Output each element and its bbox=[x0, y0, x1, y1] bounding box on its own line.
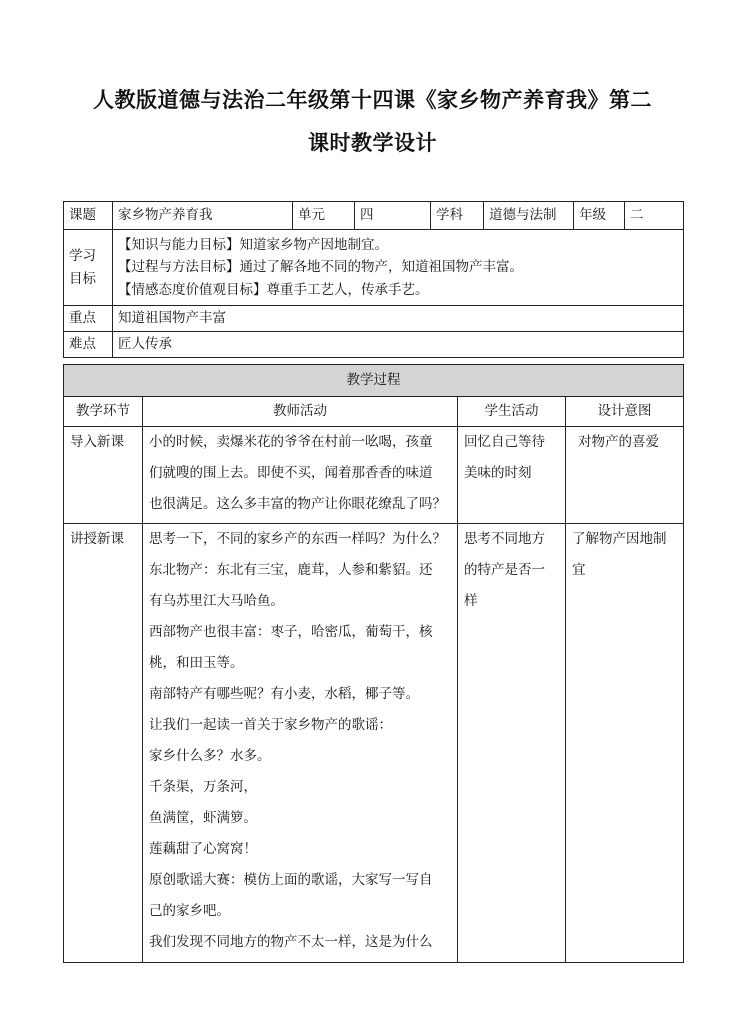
teacher-line: 小的时候，卖爆米花的爷爷在村前一吆喝，孩童 bbox=[149, 434, 433, 450]
table-row bbox=[64, 427, 684, 524]
goals-label-line-1: 学习 bbox=[69, 248, 96, 264]
subject-value: 道德与法制 bbox=[484, 202, 574, 230]
grade-value: 二 bbox=[625, 202, 684, 230]
goals-content bbox=[113, 230, 684, 306]
key-value: 知道祖国物产丰富 bbox=[113, 306, 684, 332]
student-line: 的特产是否一 bbox=[464, 562, 545, 578]
teacher-line: 让我们一起读一首关于家乡物产的歌谣： bbox=[149, 717, 392, 733]
teacher-line: 也很满足。这么多丰富的物产让你眼花缭乱了吗？ bbox=[149, 496, 446, 512]
student-cell bbox=[458, 427, 566, 524]
student-line: 思考不同地方 bbox=[464, 531, 545, 547]
table-row bbox=[64, 524, 684, 963]
student-line: 回忆自己等待 bbox=[464, 434, 545, 450]
difficulty-row bbox=[64, 332, 684, 358]
teacher-line: 西部物产也很丰富：枣子，哈密瓜，葡萄干，核 bbox=[149, 624, 433, 640]
header-teacher: 教师活动 bbox=[143, 397, 458, 427]
header-row bbox=[64, 397, 684, 427]
teacher-line: 桃，和田玉等。 bbox=[149, 655, 244, 671]
topic-label: 课题 bbox=[64, 202, 113, 230]
section-title-row bbox=[64, 365, 684, 397]
student-cell bbox=[458, 524, 566, 963]
teacher-line: 南部特产有哪些呢？有小麦，水稻，椰子等。 bbox=[149, 686, 419, 702]
key-row bbox=[64, 306, 684, 332]
goal-item: 【情感态度价值观目标】尊重手工艺人，传承手艺。 bbox=[118, 281, 429, 298]
teacher-cell bbox=[143, 427, 458, 524]
teacher-line: 有乌苏里江大马哈鱼。 bbox=[149, 593, 284, 609]
intent-line: 了解物产因地制 bbox=[572, 531, 667, 547]
intent-line: 宜 bbox=[572, 562, 586, 578]
teacher-line: 鱼满筐，虾满箩。 bbox=[149, 810, 257, 826]
difficulty-value: 匠人传承 bbox=[113, 332, 684, 358]
grade-label: 年级 bbox=[574, 202, 625, 230]
intent-cell bbox=[566, 427, 684, 524]
section-title: 教学过程 bbox=[64, 365, 684, 397]
key-label: 重点 bbox=[64, 306, 113, 332]
header-student: 学生活动 bbox=[458, 397, 566, 427]
lesson-info-table bbox=[63, 201, 684, 358]
topic-value: 家乡物产养育我 bbox=[113, 202, 293, 230]
goal-item: 【过程与方法目标】通过了解各地不同的物产，知道祖国物产丰富。 bbox=[118, 259, 523, 276]
teacher-line: 千条渠，万条河， bbox=[149, 779, 257, 795]
goal-item: 【知识与能力目标】知道家乡物产因地制宜。 bbox=[118, 236, 388, 253]
teacher-line: 东北物产：东北有三宝，鹿茸，人参和紫貂。还 bbox=[149, 562, 433, 578]
student-line: 美味的时刻 bbox=[464, 465, 532, 481]
header-stage: 教学环节 bbox=[64, 397, 143, 427]
goals-row bbox=[64, 230, 684, 306]
teacher-line: 思考一下，不同的家乡产的东西一样吗？为什么？ bbox=[149, 531, 446, 547]
teaching-process-table bbox=[63, 364, 684, 963]
difficulty-label: 难点 bbox=[64, 332, 113, 358]
teacher-cell bbox=[143, 524, 458, 963]
subject-label: 学科 bbox=[431, 202, 484, 230]
teacher-line: 我们发现不同地方的物产不太一样，这是为什么 bbox=[149, 934, 433, 950]
unit-value: 四 bbox=[355, 202, 431, 230]
unit-label: 单元 bbox=[293, 202, 355, 230]
goals-label-line-2: 目标 bbox=[69, 270, 96, 287]
teacher-line: 己的家乡吧。 bbox=[149, 903, 230, 919]
intent-line: 对物产的喜爱 bbox=[578, 434, 659, 450]
stage-cell: 讲授新课 bbox=[64, 524, 143, 963]
student-line: 样 bbox=[464, 593, 478, 609]
teacher-line: 家乡什么多？水多。 bbox=[149, 748, 271, 764]
teacher-line: 原创歌谣大赛：模仿上面的歌谣，大家写一写自 bbox=[149, 872, 433, 888]
intent-cell bbox=[566, 524, 684, 963]
topic-row bbox=[64, 202, 684, 230]
stage-cell: 导入新课 bbox=[64, 427, 143, 524]
goals-label bbox=[64, 230, 113, 306]
document-title-line-2: 课时教学设计 bbox=[308, 131, 437, 155]
teacher-line: 莲藕甜了心窝窝！ bbox=[149, 841, 257, 857]
teacher-line: 们就嗖的围上去。即使不买，闻着那香香的味道 bbox=[149, 465, 433, 481]
header-intent: 设计意图 bbox=[566, 397, 684, 427]
document-title-line-1: 人教版道德与法治二年级第十四课《家乡物产养育我》第二 bbox=[93, 88, 652, 112]
